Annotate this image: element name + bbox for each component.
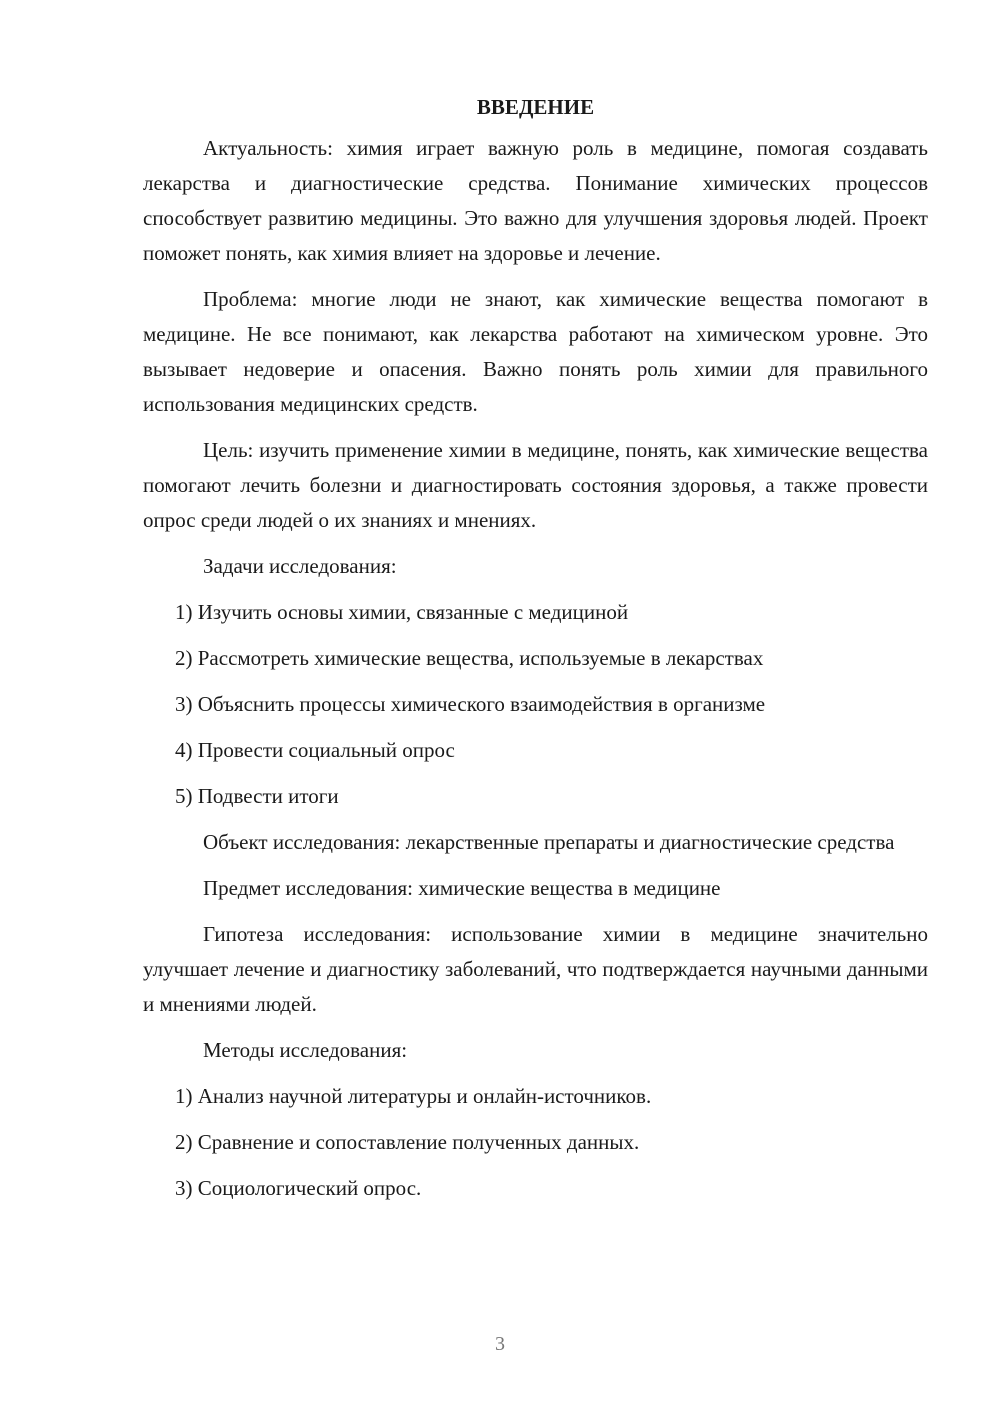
methods-heading: Методы исследования: (203, 1038, 408, 1062)
list-item: 1) Анализ научной литературы и онлайн-источников. (175, 1084, 652, 1108)
page-number: 3 (495, 1333, 505, 1355)
hypothesis-paragraph: Гипотеза исследования: использование химии в медицине значительно улучшает лечение и диагностику заболеваний, что подтверждается научными данными и мнениями людей. (143, 922, 928, 1016)
list-item: 3) Социологический опрос. (175, 1176, 422, 1200)
document-page (143, 90, 928, 1217)
list-item: 5) Подвести итоги (175, 784, 339, 808)
list-item: 2) Сравнение и сопоставление полученных данных. (175, 1130, 640, 1154)
page-title: ВВЕДЕНИЕ (476, 95, 595, 119)
list-item: 2) Рассмотреть химические вещества, используемые в лекарствах (175, 646, 764, 670)
list-item: 4) Провести социальный опрос (175, 738, 455, 762)
tasks-heading: Задачи исследования: (203, 554, 397, 578)
list-item: 3) Объяснить процессы химического взаимодействия в организме (175, 692, 766, 716)
subject-paragraph: Предмет исследования: химические вещества в медицине (203, 876, 721, 900)
object-paragraph: Объект исследования: лекарственные препараты и диагностические средства (203, 830, 895, 854)
list-item: 1) Изучить основы химии, связанные с медициной (175, 600, 629, 624)
problem-paragraph: Проблема: многие люди не знают, как химические вещества помогают в медицине. Не все понимают, как лекарства работают на химическом уровне. Это вызывает недоверие и опасения. Важно понять роль химии для правильного использования медицинских средств. (143, 287, 928, 416)
relevance-paragraph: Актуальность: химия играет важную роль в медицине, помогая создавать лекарства и диагностические средства. Понимание химических процессов способствует развитию медицины. Это важно для улучшения здоровья людей. Проект поможет понять, как химия влияет на здоровье и лечение. (143, 136, 928, 265)
goal-paragraph: Цель: изучить применение химии в медицине, понять, как химические вещества помогают лечить болезни и диагностировать состояния здоровья, а также провести опрос среди людей о их знаниях и мнениях. (143, 438, 928, 532)
methods-list (143, 1079, 928, 1206)
tasks-list (143, 595, 928, 814)
